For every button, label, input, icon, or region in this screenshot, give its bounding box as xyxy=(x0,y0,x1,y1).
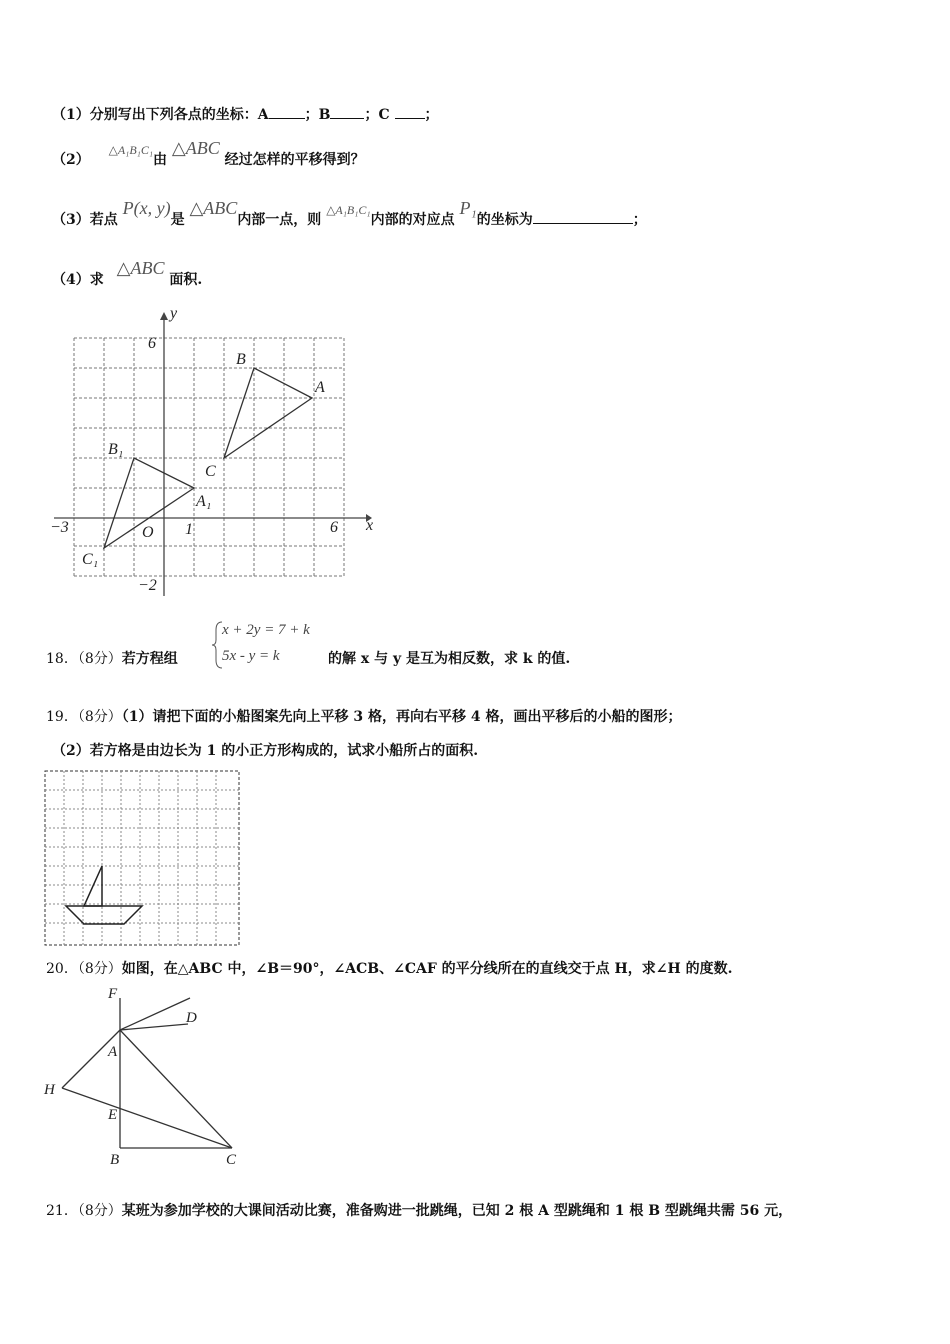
y-tick-6: 6 xyxy=(148,335,156,352)
triangle-abc-shape xyxy=(224,368,312,458)
x-axis-label: x xyxy=(366,517,374,534)
q19-part1: 19．（8分）（1）请把下面的小船图案先向上平移 3 格，再向右平移 4 格，画出平移后的小船的图形； xyxy=(46,709,682,725)
label-h: H xyxy=(44,1082,55,1098)
origin-label: O xyxy=(142,524,154,541)
label-b: B xyxy=(110,1152,120,1168)
x-tick-6: 6 xyxy=(330,519,338,536)
label-d: D xyxy=(186,1010,197,1026)
y-axis-label: y xyxy=(170,310,178,322)
label-c: C xyxy=(226,1152,237,1168)
boat-grid xyxy=(44,770,240,946)
point-a1-label: A₁ xyxy=(196,493,212,510)
equation-2: 5x - y = k xyxy=(222,648,280,664)
q17-part2: （2） △A₁B₁C₁由 △ABC 经过怎样的平移得到？ xyxy=(52,138,365,168)
point-c1-label: C₁ xyxy=(82,551,99,568)
q17-part1: （1）分别写出下列各点的坐标：A ；B ；C ； xyxy=(52,104,439,124)
boat-shape xyxy=(66,866,142,924)
point-c-label: C xyxy=(205,463,216,480)
point-b-label: B xyxy=(236,351,246,368)
x-tick-minus-3: −3 xyxy=(50,519,69,536)
q18-line: 18．（8分）若方程组 xyxy=(46,651,178,667)
angle-figure xyxy=(40,984,260,1169)
q20-line: 20．（8分）如图，在△ABC 中，∠B＝90°，∠ACB、∠CAF 的平分线所在的直线交于点 H，求∠H 的度数. xyxy=(46,961,733,977)
label-f: F xyxy=(108,986,118,1002)
q18-tail: 的解 x 与 y 是互为相反数，求 k 的值. xyxy=(328,651,571,667)
triangle-abc: △ABC xyxy=(171,138,220,158)
coordinate-graph xyxy=(50,310,390,600)
label-a: A xyxy=(108,1044,118,1060)
q17-part3: （3）若点 P(x, y)是 △ABC内部一点，则 △A₁B₁C₁内部的对应点 P₁的坐标为 ； xyxy=(52,198,647,228)
point-a-label: A xyxy=(315,379,325,396)
equation-system xyxy=(212,620,332,670)
point-b1-label: B₁ xyxy=(108,441,124,458)
y-tick-minus-2: −2 xyxy=(138,577,157,594)
equation-1: x + 2y = 7 + k xyxy=(222,622,310,638)
q21-line: 21．（8分）某班为参加学校的大课间活动比赛，准备购进一批跳绳，已知 2 根 A 型跳绳和 1 根 B 型跳绳共需 56 元， xyxy=(46,1203,793,1219)
q17-part4: （4）求 △ABC 面积. xyxy=(52,258,203,288)
q19-part2: （2）若方格是由边长为 1 的小正方形构成的，试求小船所占的面积. xyxy=(52,743,479,759)
x-tick-1: 1 xyxy=(185,521,193,538)
triangle-a1b1c1: △A₁B₁C₁ xyxy=(108,143,154,157)
label-e: E xyxy=(108,1107,118,1123)
